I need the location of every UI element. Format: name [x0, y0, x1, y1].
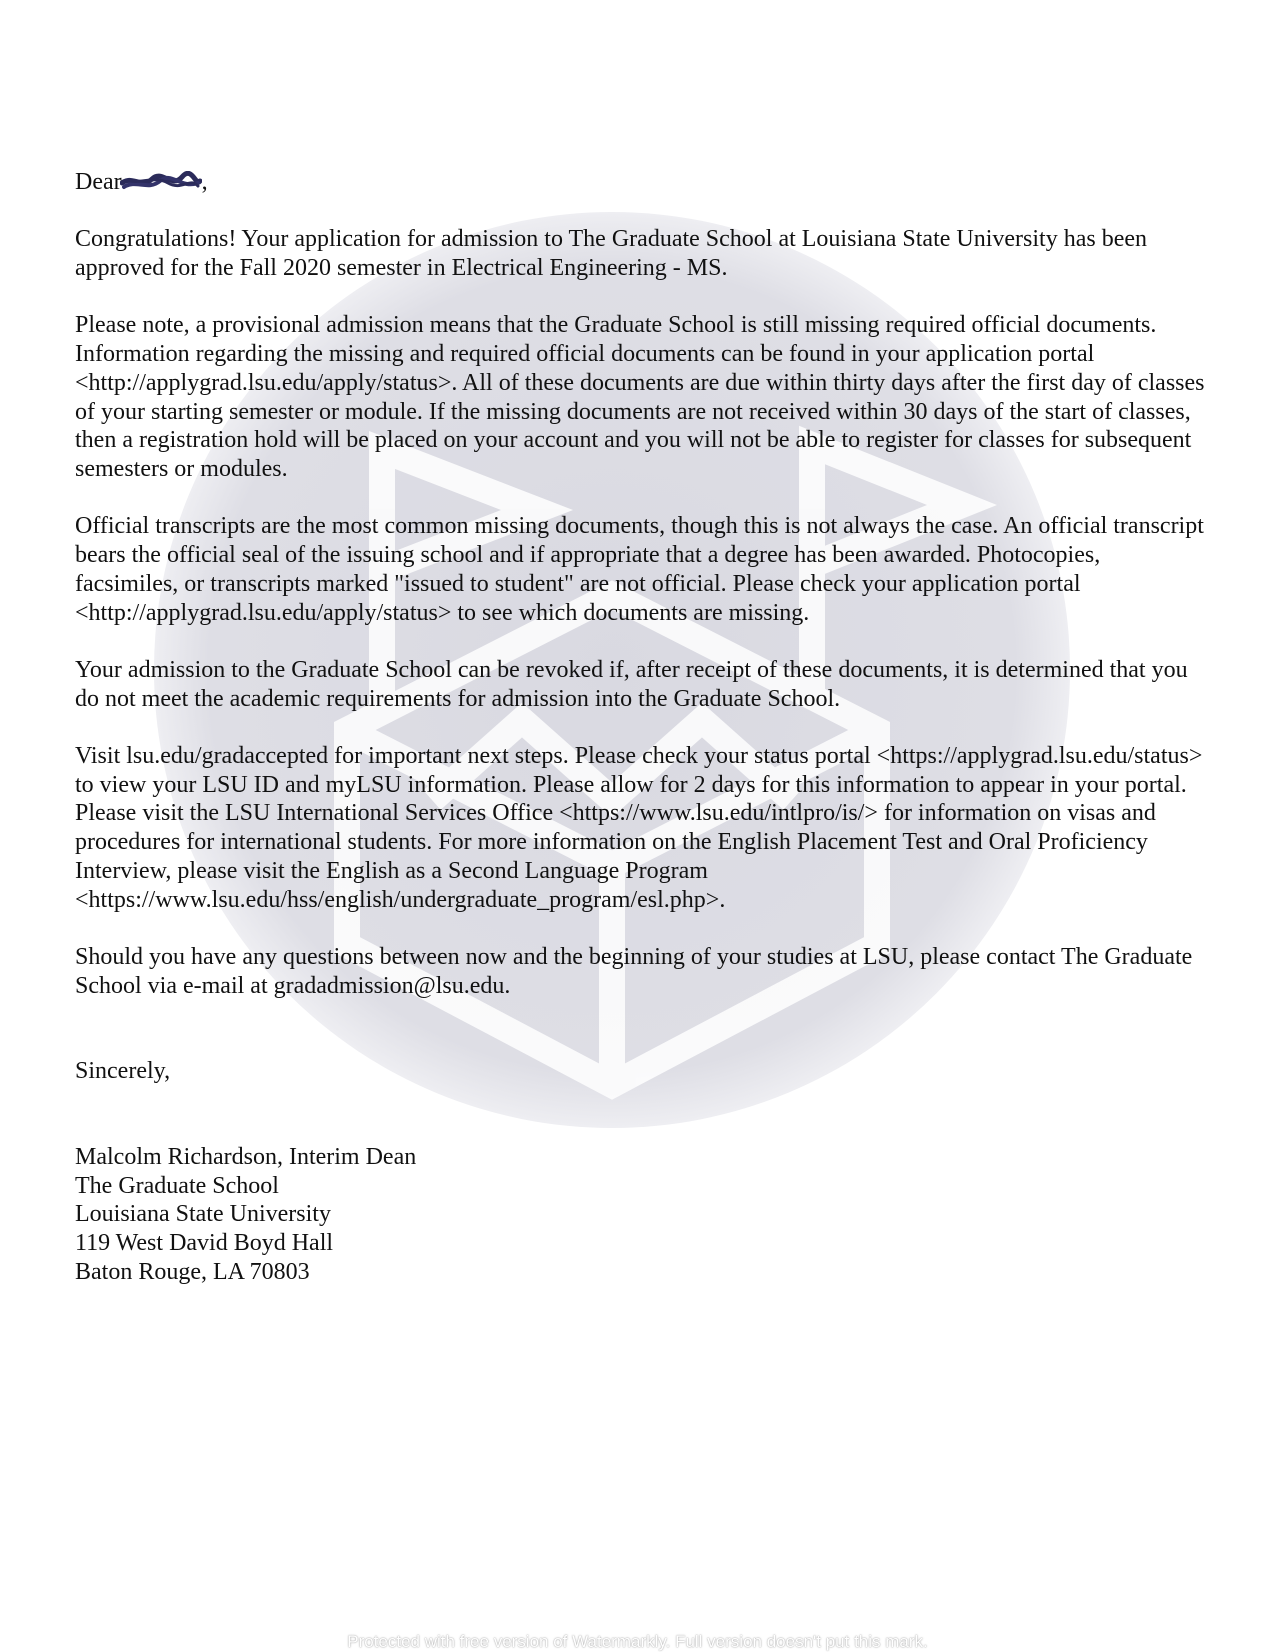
paragraph-contact: Should you have any questions between now and the beginning of your studies at LSU, please contact The Graduate School via e-mail at gradadmission@lsu.edu.	[75, 943, 1193, 999]
signer-name-title: Malcolm Richardson, Interim Dean	[75, 1144, 417, 1170]
paragraph-revocation: Your admission to the Graduate School can be revoked if, after receipt of these documents, it is determined that you do not meet the academic requirements for admission into the Graduate School.	[75, 656, 1188, 712]
salutation	[75, 168, 1205, 197]
admission-letter	[75, 168, 1205, 1287]
closing: Sincerely,	[75, 1058, 171, 1085]
signer-school: The Graduate School	[75, 1172, 279, 1199]
paragraph-congratulations: Congratulations! Your application for admission to The Graduate School at Louisiana State University has been approved for the Fall 2020 semester in Electrical Engineering - MS.	[75, 226, 1148, 282]
salutation-comma: ,	[201, 169, 208, 195]
paragraph-provisional-admission: Please note, a provisional admission means that the Graduate School is still missing required official documents. Information regarding the missing and required official documents can be found in your application portal <http://applygrad.lsu.edu/apply/status>. All of these documents are due within thirty days after the first day of classes of your starting semester or module. If the missing documents are not received within 30 days of the start of classes, then a registration hold will be placed on your account and you will not be able to register for classes for subsequent semesters or modules.	[75, 312, 1205, 482]
signature-block	[75, 1143, 1205, 1287]
signer-city-state-zip: Baton Rouge, LA 70803	[75, 1258, 310, 1285]
signer-university: Louisiana State University	[75, 1201, 331, 1228]
redacted-name-scribble	[120, 171, 202, 193]
paragraph-official-transcripts: Official transcripts are the most common missing documents, though this is not always the case. An official transcript bears the official seal of the issuing school and if appropriate that a degree has been awarded. Photocopies, facsimiles, or transcripts marked "issued to student" are not official. Please check your application portal <http://applygrad.lsu.edu/apply/status> to see which documents are missing.	[75, 513, 1204, 626]
paragraph-next-steps: Visit lsu.edu/gradaccepted for important next steps. Please check your status portal <https://applygrad.lsu.edu/status> to view your LSU ID and myLSU information. Please allow for 2 days for this information to appear in your portal. Please visit the LSU International Services Office <https://www.lsu.edu/intlpro/is/> for information on visas and procedures for international students. For more information on the English Placement Test and Oral Proficiency Interview, please visit the English as a Second Language Program <https://www.lsu.edu/hss/english/undergraduate_program/esl.php>.	[75, 742, 1203, 913]
watermarkly-notice: Protected with free version of Watermarkly. Full version doesn't put this mark.	[347, 1632, 928, 1651]
signer-address: 119 West David Boyd Hall	[75, 1230, 334, 1257]
salutation-word: Dear	[75, 169, 122, 195]
